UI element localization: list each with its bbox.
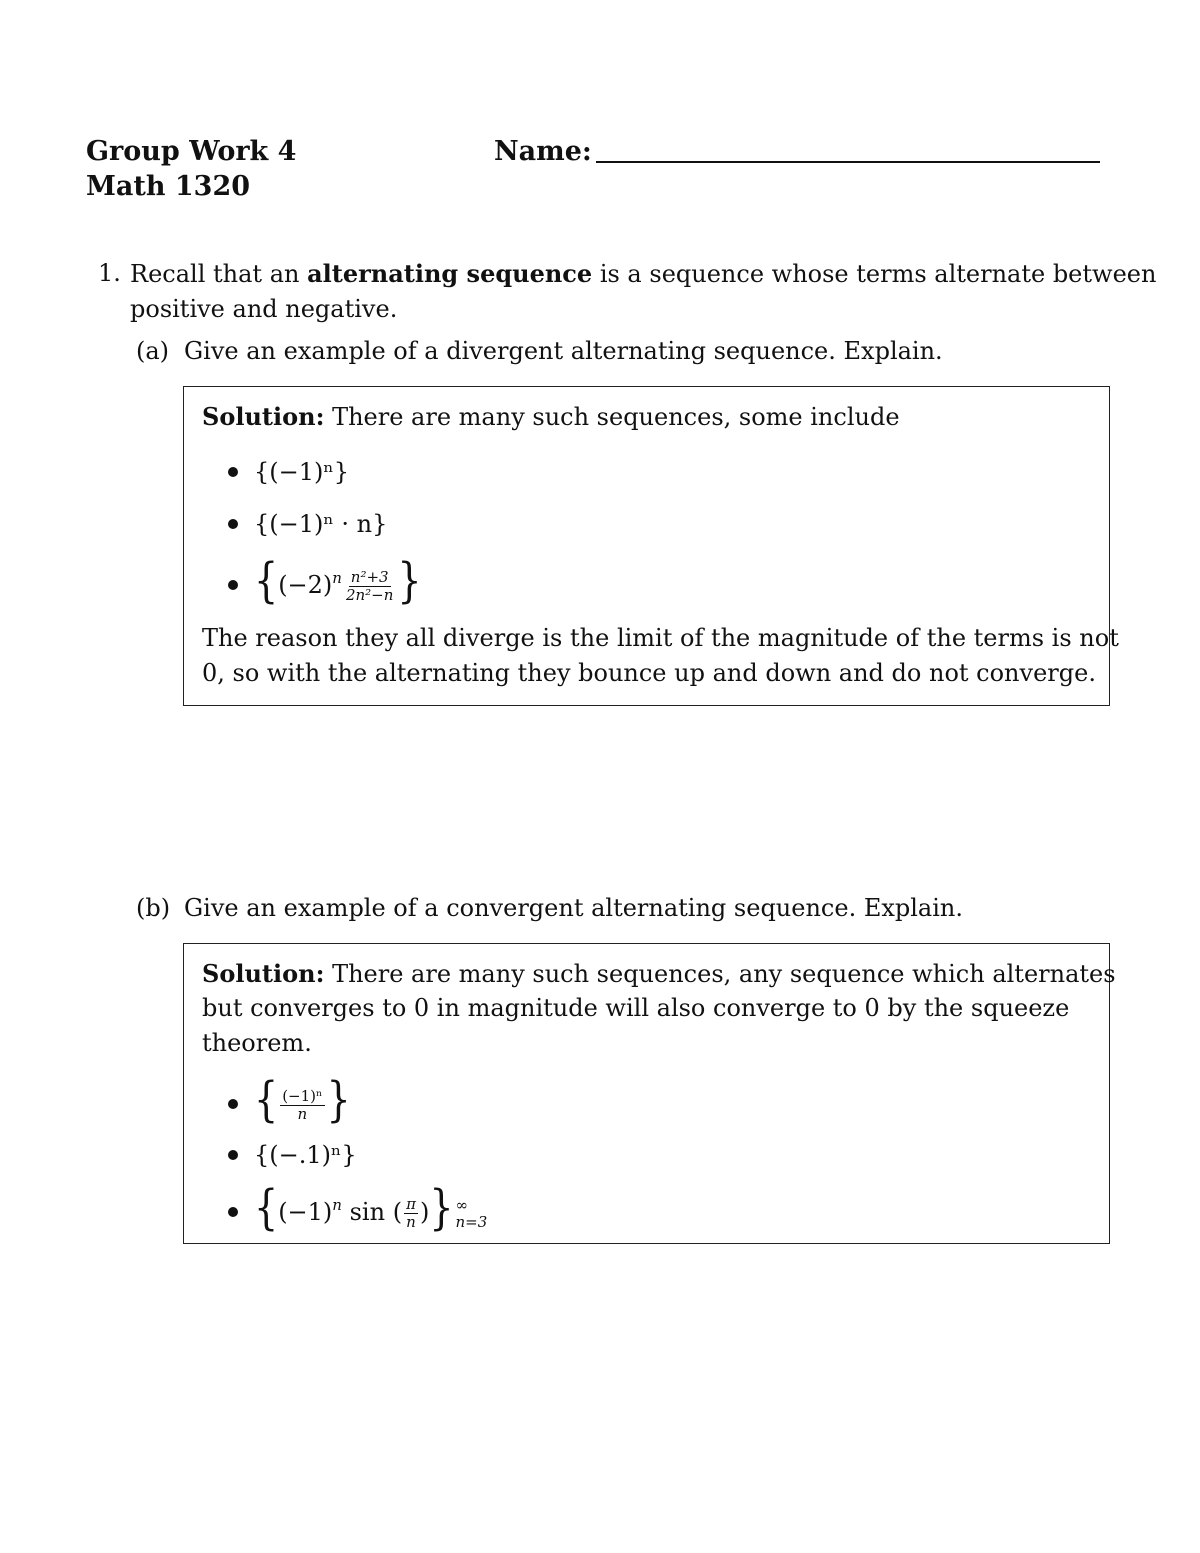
name-field-line[interactable]	[596, 161, 1100, 163]
list-item	[228, 1140, 357, 1170]
b3-base: (−1)	[278, 1198, 333, 1226]
b3-upper-limit: ∞	[455, 1195, 468, 1214]
a3-numerator: n²+3	[350, 568, 389, 586]
a3-fraction	[344, 569, 395, 604]
solution-b-line3: theorem.	[202, 1029, 312, 1057]
b3-paren-close: )	[419, 1198, 430, 1226]
left-brace: {	[254, 1179, 279, 1235]
right-brace: }	[326, 1071, 351, 1127]
problem-intro-line1	[130, 256, 1156, 292]
worksheet-title: Group Work 4	[86, 136, 297, 167]
intro-text-before: Recall that an	[130, 260, 300, 288]
problem-number: 1.	[98, 259, 121, 287]
bullet-icon	[228, 1150, 238, 1160]
bullet-icon	[228, 1207, 238, 1217]
b3-fraction	[404, 1196, 418, 1231]
solution-box-b	[183, 943, 1116, 1244]
b1-denominator: n	[297, 1105, 308, 1123]
solution-box-a	[183, 386, 1119, 706]
math-sequence-a1: {(−1)ⁿ}	[254, 458, 350, 486]
left-brace: {	[254, 552, 279, 608]
b3-sin: sin	[349, 1198, 386, 1226]
list-item	[228, 552, 422, 608]
a3-denominator: 2n²−n	[345, 586, 394, 604]
bullet-icon	[228, 580, 238, 590]
list-item	[228, 457, 349, 487]
right-brace: }	[429, 1179, 454, 1235]
solution-a-label: Solution:	[202, 402, 325, 431]
solution-b-label: Solution:	[202, 959, 325, 988]
list-item	[228, 509, 387, 539]
left-brace: {	[254, 1071, 279, 1127]
solution-b-line1	[202, 956, 1116, 992]
b1-fraction	[280, 1088, 324, 1123]
math-sequence-a2: {(−1)ⁿ · n}	[254, 510, 388, 538]
solution-a-intro: There are many such sequences, some include	[332, 403, 900, 431]
bullet-icon	[228, 1099, 238, 1109]
list-item	[228, 1179, 488, 1235]
math-sequence-b3	[254, 1179, 488, 1235]
intro-text-after: is a sequence whose terms alternate between	[599, 260, 1157, 288]
b1-numerator: (−1)ⁿ	[282, 1087, 323, 1105]
part-b-label: (b)	[136, 894, 171, 922]
b3-n: n	[406, 1213, 416, 1231]
part-a-question: Give an example of a divergent alternating sequence. Explain.	[184, 337, 943, 365]
problem-intro-line2: positive and negative.	[130, 295, 398, 323]
solution-a-heading	[202, 399, 900, 435]
course-name: Math 1320	[86, 171, 251, 202]
intro-bold-term: alternating sequence	[307, 259, 593, 288]
b3-paren-open: (	[392, 1198, 403, 1226]
b3-pi: π	[406, 1195, 416, 1213]
b3-lower-limit: n=3	[455, 1212, 488, 1231]
math-sequence-a3	[254, 552, 422, 608]
solution-a-explanation-line1: The reason they all diverge is the limit of the magnitude of the terms is not	[202, 624, 1119, 652]
solution-b-text1: There are many such sequences, any sequence which alternates	[332, 960, 1116, 988]
solution-a-explanation-line2: 0, so with the alternating they bounce up and down and do not converge.	[202, 659, 1096, 687]
math-sequence-b1	[254, 1071, 351, 1127]
math-sequence-b2: {(−.1)ⁿ}	[254, 1141, 357, 1169]
part-a-label: (a)	[136, 337, 170, 365]
name-label: Name:	[494, 136, 592, 167]
a3-exponent: n	[332, 569, 342, 587]
b3-exponent: n	[332, 1196, 342, 1214]
bullet-icon	[228, 467, 238, 477]
bullet-icon	[228, 519, 238, 529]
list-item	[228, 1071, 351, 1127]
solution-b-line2: but converges to 0 in magnitude will also converge to 0 by the squeeze	[202, 994, 1070, 1022]
a3-base: (−2)	[278, 571, 333, 599]
part-b-question: Give an example of a convergent alternating sequence. Explain.	[184, 894, 963, 922]
right-brace: }	[397, 552, 422, 608]
b3-limits	[456, 1197, 488, 1231]
